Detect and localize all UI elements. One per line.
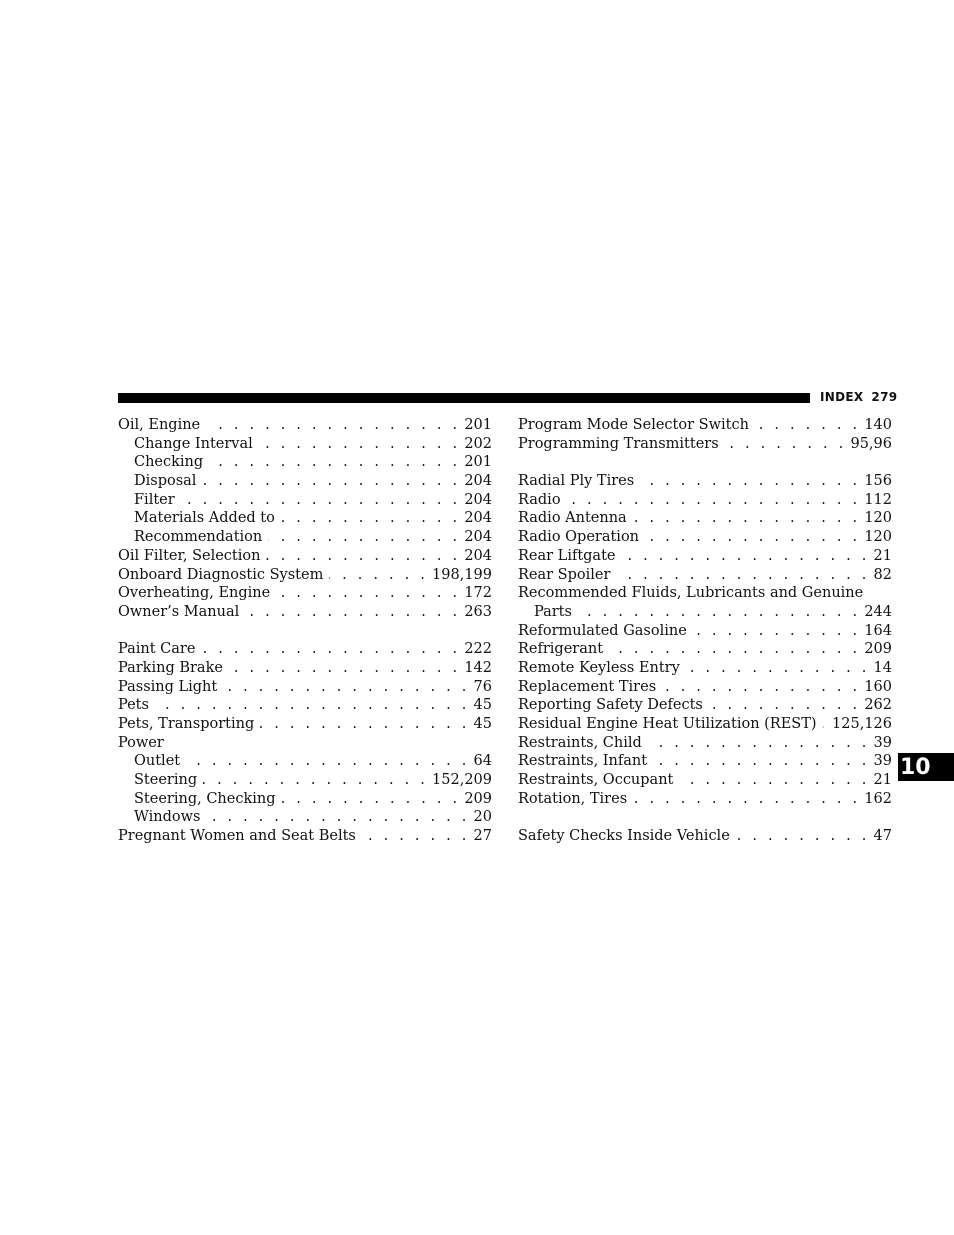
index-subentry	[518, 603, 892, 622]
index-subentry	[118, 472, 492, 491]
index-page-ref: 14	[873, 659, 892, 676]
dot-leader	[202, 472, 460, 491]
index-page-ref: 172	[464, 585, 492, 602]
dot-leader	[362, 827, 470, 846]
index-spacer	[518, 808, 892, 827]
dot-leader	[260, 715, 469, 734]
index-page-ref: 262	[864, 697, 892, 714]
index-entry	[118, 734, 492, 753]
index-entry	[518, 491, 892, 510]
index-term: Pets	[118, 697, 149, 714]
index-term: Residual Engine Heat Utilization (REST)	[518, 716, 817, 732]
index-page-ref: 45	[473, 716, 492, 732]
dot-leader	[633, 790, 860, 809]
dot-leader	[155, 696, 470, 715]
index-term: Reporting Safety Defects	[518, 697, 703, 714]
index-term: Restraints, Child	[518, 734, 642, 751]
index-entry	[518, 566, 892, 585]
index-page-ref: 201	[464, 417, 492, 433]
index-term: Materials Added to	[134, 510, 275, 527]
index-entry	[518, 416, 892, 435]
index-subentry	[118, 528, 492, 547]
index-entry	[118, 416, 492, 435]
index-entry	[518, 771, 892, 790]
dot-leader	[662, 678, 860, 697]
index-page-ref: 204	[464, 529, 492, 546]
index-entry	[518, 528, 892, 547]
index-entry	[118, 584, 492, 603]
index-term: Replacement Tires	[518, 678, 657, 695]
index-page-ref: 204	[464, 491, 492, 508]
index-page-ref: 120	[864, 510, 892, 527]
index-term: Pets, Transporting	[118, 716, 255, 732]
index-term: Rear Spoiler	[518, 566, 611, 583]
index-subentry	[118, 453, 492, 472]
index-term: Radial Ply Tires	[518, 473, 635, 490]
index-term: Program Mode Selector Switch	[518, 417, 749, 433]
index-page-ref: 64	[473, 753, 492, 770]
dot-leader	[578, 603, 860, 622]
index-term: Recommendation	[134, 529, 263, 546]
index-page-ref: 142	[464, 659, 492, 676]
dot-leader	[616, 566, 869, 585]
index-page-ref: 244	[864, 603, 892, 620]
index-entry	[518, 472, 892, 491]
dot-leader	[203, 771, 428, 790]
index-page-ref: 120	[864, 529, 892, 546]
dot-leader	[282, 790, 461, 809]
index-entry	[518, 659, 892, 678]
index-term: Windows	[134, 809, 201, 826]
index-term: Remote Keyless Entry	[518, 659, 680, 676]
index-page-ref: 156	[864, 473, 892, 490]
dot-leader	[206, 416, 460, 435]
index-page-ref: 152,209	[432, 772, 492, 789]
index-page-ref: 160	[864, 678, 892, 695]
dot-leader	[686, 659, 870, 678]
index-term: Steering	[134, 772, 198, 789]
index-term: Refrigerant	[518, 641, 604, 658]
index-entry	[518, 509, 892, 528]
dot-leader	[609, 640, 860, 659]
index-term: Parts	[534, 603, 572, 620]
dot-leader	[633, 509, 861, 528]
index-term: Disposal	[134, 473, 197, 490]
index-term: Oil Filter, Selection	[118, 547, 261, 564]
index-term: Outlet	[134, 753, 181, 770]
index-page-ref: 82	[873, 566, 892, 583]
index-term: Rotation, Tires	[518, 790, 628, 807]
index-entry	[518, 678, 892, 697]
index-page-ref: 162	[864, 790, 892, 807]
index-entry	[518, 584, 892, 603]
index-entry	[518, 696, 892, 715]
index-page-ref: 198,199	[432, 566, 492, 583]
index-term: Restraints, Infant	[518, 753, 648, 770]
index-term: Power	[118, 734, 164, 751]
index-subentry	[118, 491, 492, 510]
index-subentry	[118, 771, 492, 790]
index-page-ref: 263	[464, 603, 492, 620]
chapter-tab-number: 10	[900, 754, 931, 780]
index-subentry	[118, 435, 492, 454]
index-entry	[118, 696, 492, 715]
index-entry	[118, 715, 492, 734]
index-page-ref: 201	[464, 454, 492, 471]
index-entry	[518, 715, 892, 734]
index-entry	[118, 566, 492, 585]
dot-leader	[209, 453, 460, 472]
dot-leader	[276, 584, 460, 603]
index-page-ref: 21	[873, 772, 892, 789]
index-term: Programming Transmitters	[518, 435, 719, 452]
dot-leader	[709, 696, 860, 715]
dot-leader	[755, 416, 860, 435]
dot-leader	[645, 528, 860, 547]
index-term: Reformulated Gasoline	[518, 622, 687, 639]
index-term: Steering, Checking	[134, 790, 276, 807]
index-page-ref: 164	[864, 622, 892, 639]
index-entry	[118, 603, 492, 622]
index-subentry	[118, 808, 492, 827]
header-section-label: INDEX	[820, 390, 864, 404]
chapter-tab	[898, 753, 954, 781]
dot-leader	[736, 827, 870, 846]
dot-leader	[186, 752, 469, 771]
dot-leader	[259, 435, 461, 454]
dot-leader	[567, 491, 861, 510]
index-term: Recommended Fluids, Lubricants and Genuine	[518, 585, 864, 602]
dot-leader	[268, 528, 460, 547]
index-entry	[118, 678, 492, 697]
dot-leader	[245, 603, 460, 622]
dot-leader	[648, 734, 870, 753]
index-spacer	[118, 622, 492, 641]
header-rule	[118, 393, 810, 403]
index-term: Filter	[134, 491, 175, 508]
index-page-ref: 204	[464, 547, 492, 564]
index-entry	[518, 640, 892, 659]
index-term: Radio	[518, 491, 561, 508]
header-page-number: 279	[871, 390, 898, 404]
index-subentry	[118, 790, 492, 809]
index-page-ref: 204	[464, 473, 492, 490]
index-entry	[518, 734, 892, 753]
index-page-ref: 125,126	[832, 716, 892, 732]
dot-leader	[281, 509, 460, 528]
index-term: Parking Brake	[118, 659, 223, 676]
index-term: Oil, Engine	[118, 417, 201, 433]
index-entry	[518, 790, 892, 809]
index-term: Overheating, Engine	[118, 585, 271, 602]
index-column-left	[118, 416, 492, 846]
dot-leader	[229, 659, 460, 678]
index-page-ref: 47	[873, 828, 892, 845]
dot-leader	[725, 435, 847, 454]
index-page-ref: 140	[864, 417, 892, 433]
index-page-ref: 209	[464, 790, 492, 807]
index-entry	[518, 827, 892, 846]
index-entry	[518, 435, 892, 454]
index-page-ref: 202	[464, 435, 492, 452]
dot-leader	[640, 472, 860, 491]
index-entry	[518, 752, 892, 771]
index-term: Radio Operation	[518, 529, 640, 546]
dot-leader	[181, 491, 461, 510]
index-term: Restraints, Occupant	[518, 772, 674, 789]
dot-leader	[329, 566, 428, 585]
index-subentry	[118, 509, 492, 528]
dot-leader	[266, 547, 460, 566]
dot-leader	[823, 715, 828, 734]
index-page-ref: 112	[864, 491, 892, 508]
index-page-ref: 209	[864, 641, 892, 658]
index-subentry	[118, 752, 492, 771]
index-page-ref: 39	[873, 753, 892, 770]
index-page-ref: 45	[473, 697, 492, 714]
index-term: Checking	[134, 454, 204, 471]
dot-leader	[679, 771, 869, 790]
index-column-right	[518, 416, 892, 846]
index-term: Passing Light	[118, 678, 218, 695]
index-term: Owner’s Manual	[118, 603, 240, 620]
index-page-ref: 95,96	[850, 435, 892, 452]
index-entry	[518, 547, 892, 566]
dot-leader	[223, 678, 469, 697]
index-spacer	[518, 453, 892, 472]
index-entry	[118, 827, 492, 846]
index-page-ref: 76	[473, 678, 492, 695]
dot-leader	[621, 547, 869, 566]
dot-leader	[693, 622, 861, 641]
index-page-ref: 20	[473, 809, 492, 826]
index-term: Onboard Diagnostic System	[118, 566, 324, 583]
index-term: Paint Care	[118, 641, 196, 658]
dot-leader	[207, 808, 470, 827]
index-page-ref: 21	[873, 547, 892, 564]
dot-leader	[653, 752, 869, 771]
index-page-ref: 222	[464, 641, 492, 658]
index-entry	[118, 640, 492, 659]
index-term: Change Interval	[134, 435, 253, 452]
index-page-ref: 39	[873, 734, 892, 751]
index-term: Rear Liftgate	[518, 547, 616, 564]
index-term: Pregnant Women and Seat Belts	[118, 828, 356, 845]
dot-leader	[201, 640, 460, 659]
index-entry	[118, 659, 492, 678]
index-entry	[118, 547, 492, 566]
index-page-ref: 27	[473, 828, 492, 845]
running-header	[820, 390, 897, 404]
index-page-ref: 204	[464, 510, 492, 527]
index-term: Safety Checks Inside Vehicle	[518, 828, 730, 845]
index-entry	[518, 622, 892, 641]
index-term: Radio Antenna	[518, 510, 627, 527]
